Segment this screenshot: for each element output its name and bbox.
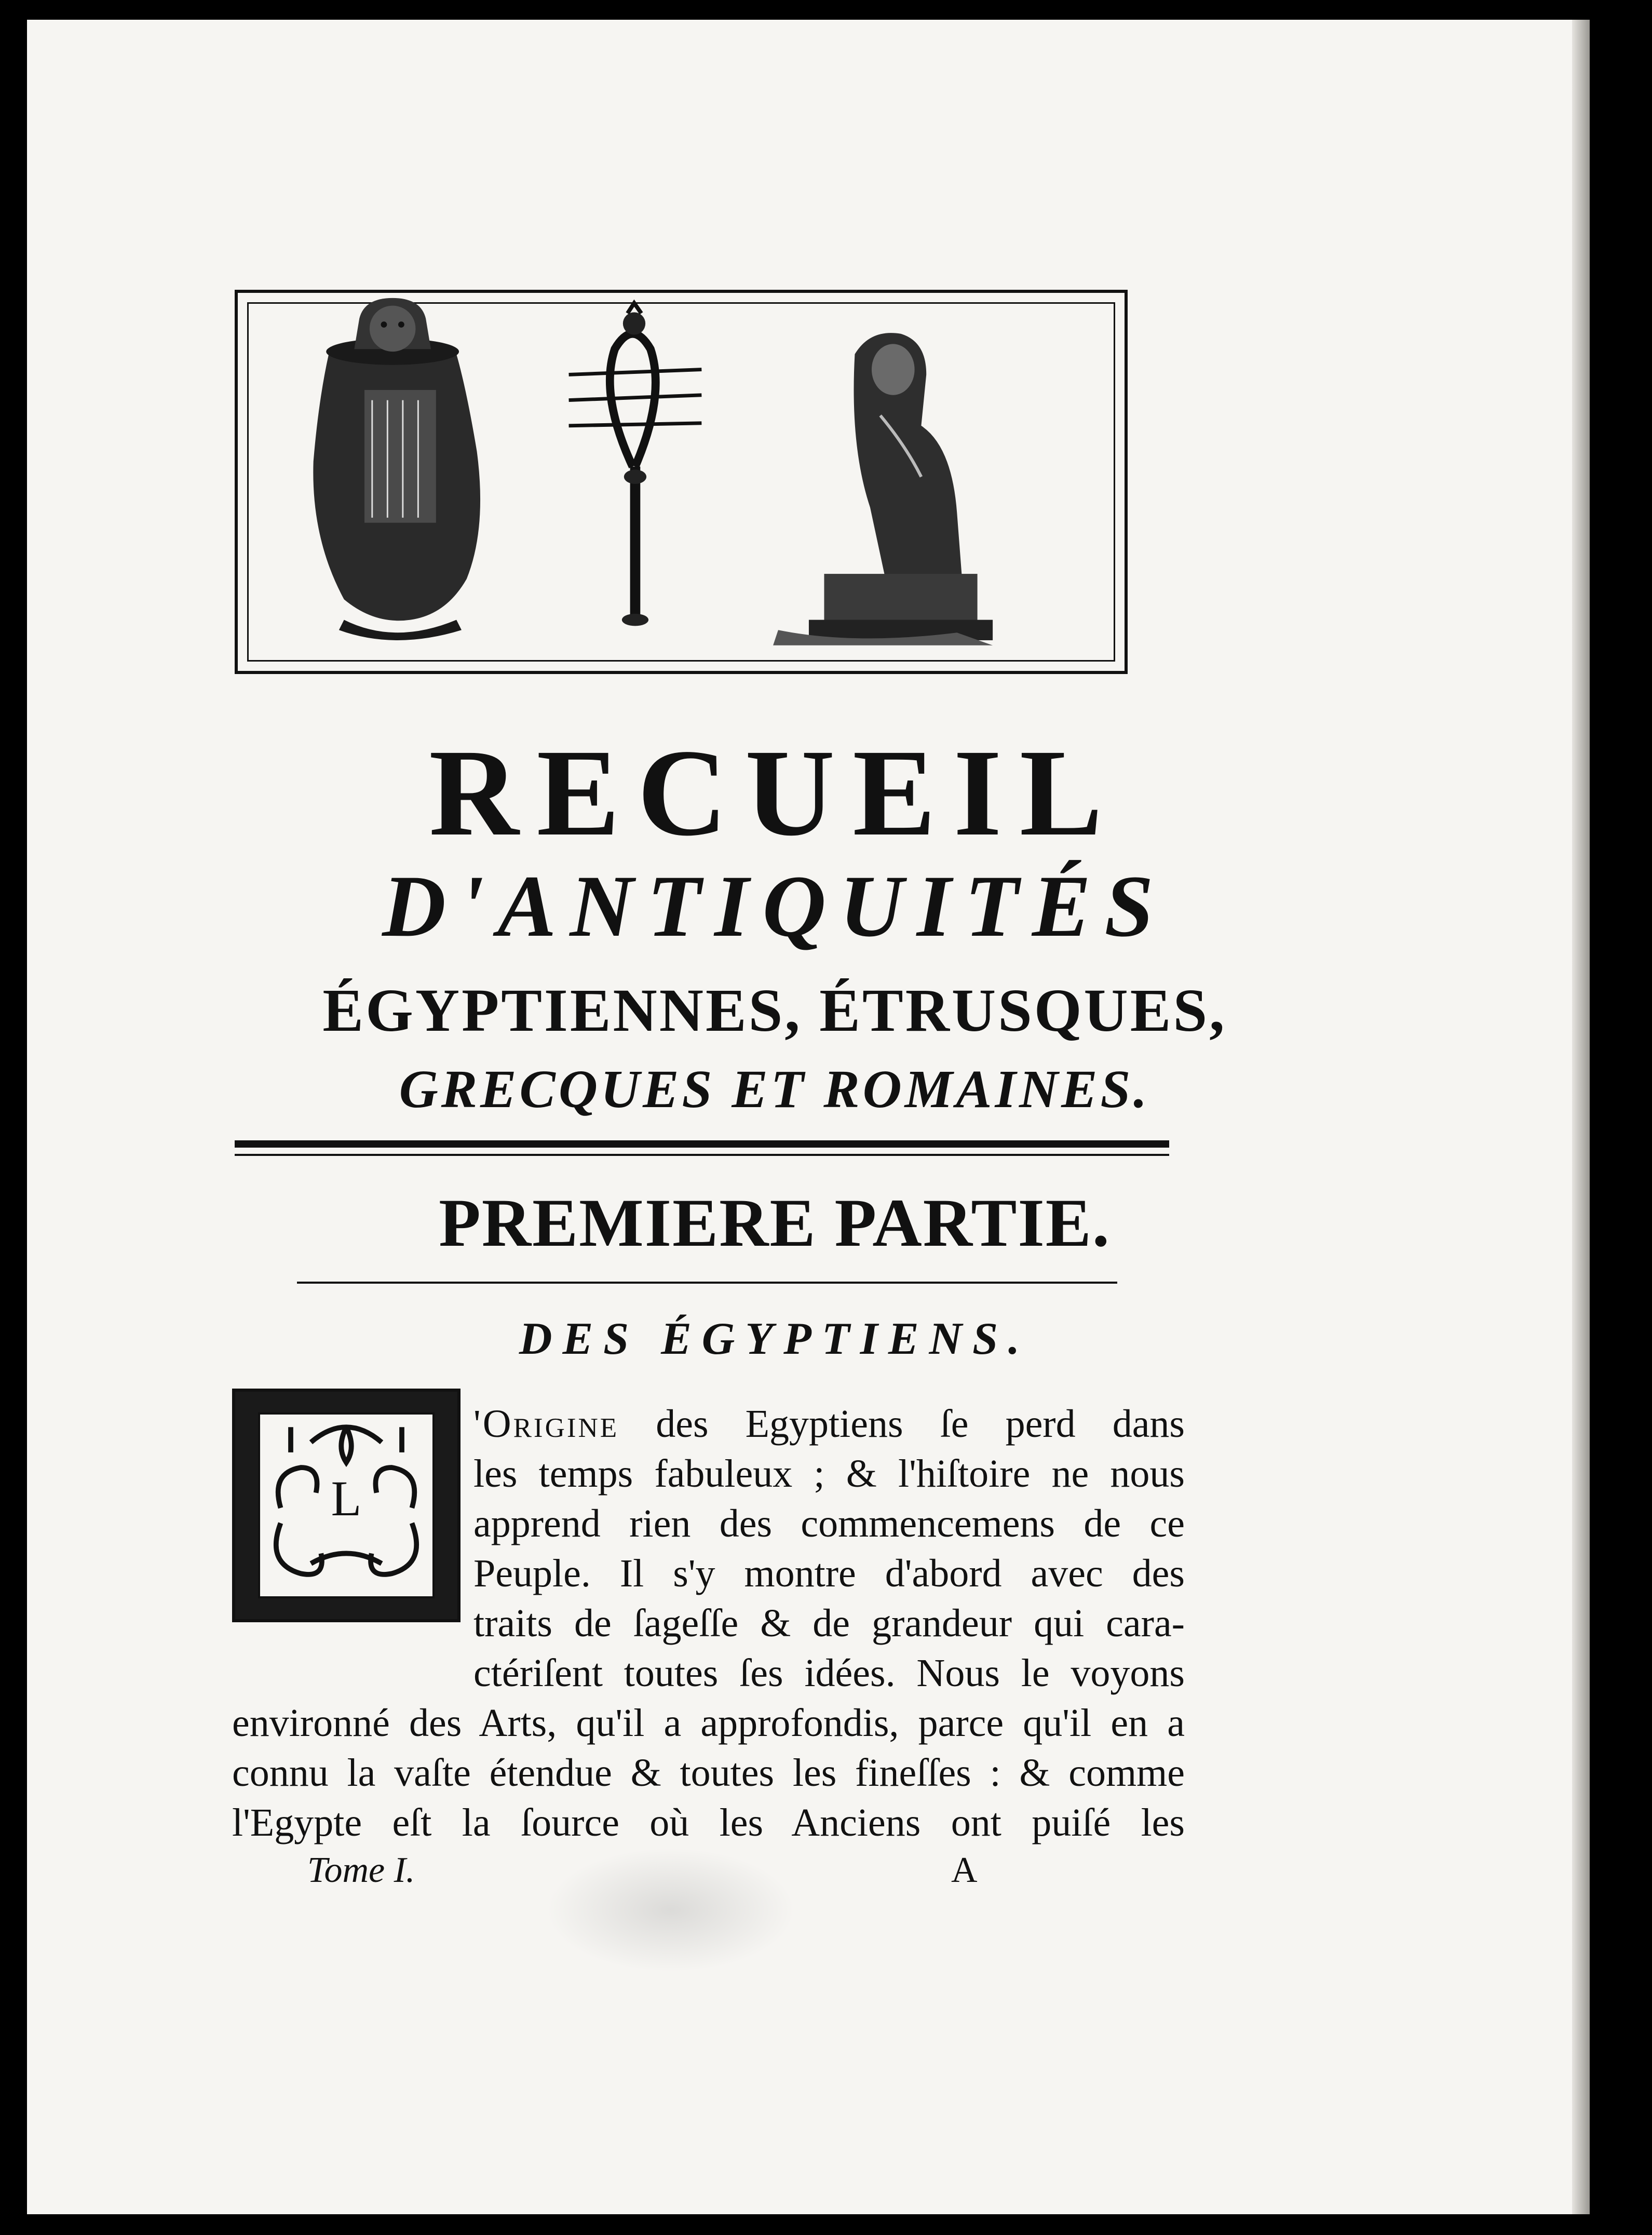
page-edge-shadow [1572,20,1590,2214]
body-line-9: l'Egypte eſt la ſource où les Anciens ont puiſé les [232,1801,1185,1844]
footer-signature-mark: A [951,1850,978,1890]
dropcap-letter: L [331,1471,362,1526]
footer-tome: Tome I. [307,1850,415,1890]
body-line-4: Peuple. Il s'y montre d'abord avec des [473,1552,1185,1595]
body-line-2: les temps fabuleux ; & l'hiſtoire ne nous [473,1452,1185,1496]
sistrum-icon [569,303,702,626]
engraved-vignette [235,290,1128,674]
body-line-6: ctériſent toutes ſes idées. Nous le voyons [473,1651,1185,1695]
body-line-1-lead: 'Origine [473,1402,619,1446]
body-line-1-rest: des Egyptiens ſe perd dans [619,1402,1185,1446]
body-line-5: traits de ſageſſe & de grandeur qui cara- [473,1601,1185,1645]
chapter-heading: DES ÉGYPTIENS. [519,1314,1031,1364]
vignette-illustration [238,293,1125,671]
thin-rule [235,1154,1169,1156]
part-heading: PREMIERE PARTIE. [439,1184,1111,1261]
canopic-jar-icon [313,298,480,640]
title-grecques-romaines: GRECQUES ET ROMAINES. [399,1059,1150,1119]
title-antiquites: D'ANTIQUITÉS [382,857,1167,955]
seated-statue-icon [773,333,993,645]
title-egyptiennes-etrusques: ÉGYPTIENNES, ÉTRUSQUES, [322,976,1227,1044]
body-line-8: connu la vaſte étendue & toutes les fineſſes : & comme [232,1751,1185,1795]
book-page [27,20,1590,2214]
body-line-1 [473,1401,1185,1447]
body-line-3: apprend rien des commencemens de ce [473,1502,1185,1545]
paper-stain [546,1848,795,1972]
body-line-7: environné des Arts, qu'il a approfondis, parce qu'il en a [232,1701,1185,1745]
title-recueil: RECUEIL [429,723,1120,861]
part-rule [297,1282,1117,1284]
ornamental-dropcap [232,1389,461,1622]
thick-rule [235,1140,1169,1148]
